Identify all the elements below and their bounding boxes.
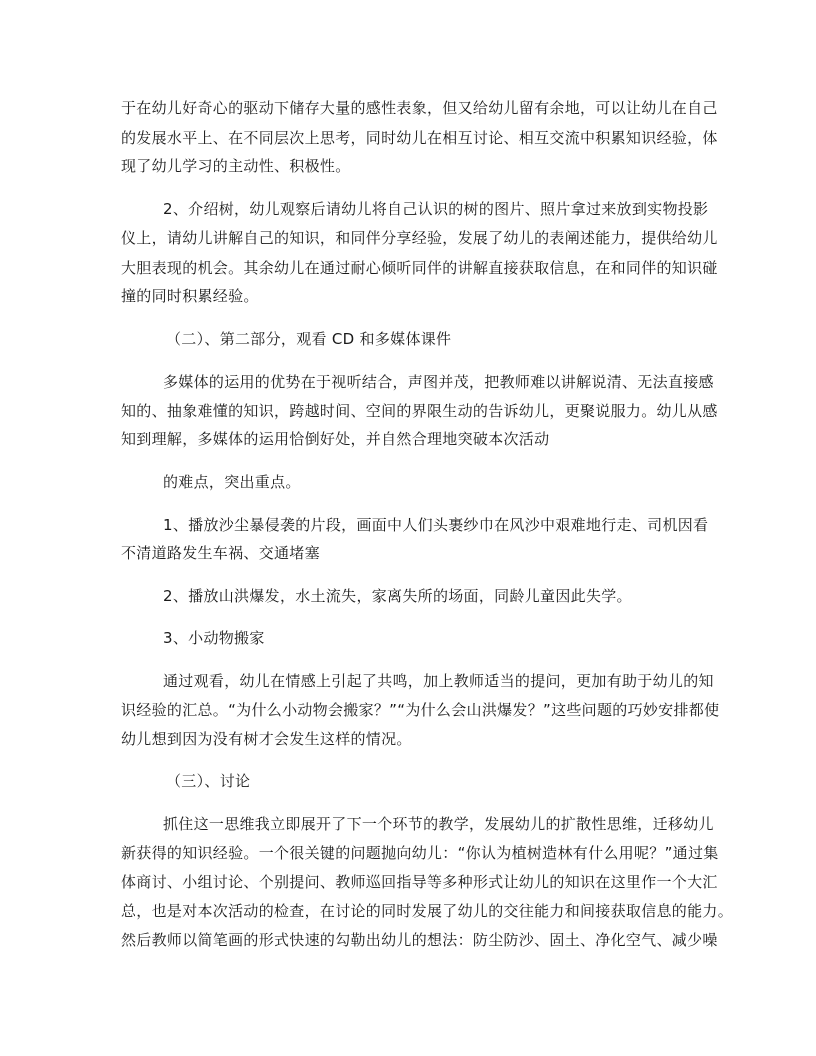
paragraph-line: 知的、抽象难懂的知识，跨越时间、空间的界限生动的告诉幼儿，更聚说服力。幼儿从感 — [121, 402, 718, 420]
paragraph-line: 总，也是对本次活动的检查，在讨论的同时发展了幼儿的交往能力和间接获取信息的能力。 — [121, 902, 734, 920]
paragraph-line: 然后教师以简笔画的形式快速的勾勒出幼儿的想法：防尘防沙、固土、净化空气、减少噪 — [121, 931, 718, 949]
paragraph-line: 幼儿想到因为没有树才会发生这样的情况。 — [121, 730, 412, 748]
paragraph-line: 抓住这一思维我立即展开了下一个环节的教学，发展幼儿的扩散性思维，迁移幼儿 — [163, 815, 714, 833]
paragraph-line: 的发展水平上、在不同层次上思考，同时幼儿在相互讨论、相互交流中积累知识经验，体 — [121, 129, 718, 147]
paragraph-line: 新获得的知识经验。一个很关键的问题抛向幼儿：“你认为植树造林有什么用呢？”通过集 — [121, 844, 719, 862]
paragraph-line: 知到理解，多媒体的运用恰倒好处，并自然合理地突破本次活动 — [121, 430, 550, 448]
paragraph-animals-moving: 3、小动物搬家 — [163, 629, 265, 647]
paragraph-difficulty: 的难点，突出重点。 — [163, 473, 301, 491]
paragraph-line: 大胆表现的机会。其余幼儿在通过耐心倾听同伴的讲解直接获取信息，在和同伴的知识碰 — [121, 259, 718, 277]
paragraph-line: 多媒体的运用的优势在于视听结合，声图并茂，把教师难以讲解说清、无法直接感 — [163, 373, 714, 391]
paragraph-line: 识经验的汇总。“为什么小动物会搬家？”“为什么会山洪爆发？”这些问题的巧妙安排都使 — [121, 701, 720, 719]
paragraph-flood: 2、播放山洪爆发，水土流失，家离失所的场面，同龄儿童因此失学。 — [163, 587, 632, 605]
paragraph-line: 通过观看，幼儿在情感上引起了共鸣，加上教师适当的提问，更加有助于幼儿的知 — [163, 672, 714, 690]
paragraph-line: 现了幼儿学习的主动性、积极性。 — [121, 157, 351, 175]
paragraph-line: 仪上，请幼儿讲解自己的知识，和同伴分享经验，发展了幼儿的表阐述能力，提供给幼儿 — [121, 229, 718, 247]
section-heading-part-three: （三）、讨论 — [166, 772, 251, 790]
paragraph-line: 2、介绍树，幼儿观察后请幼儿将自己认识的树的图片、照片拿过来放到实物投影 — [163, 200, 709, 218]
paragraph-line: 于在幼儿好奇心的驱动下储存大量的感性表象，但又给幼儿留有余地，可以让幼儿在自己 — [121, 99, 718, 117]
paragraph-line: 不清道路发生车祸、交通堵塞 — [121, 544, 320, 562]
paragraph-line: 1、播放沙尘暴侵袭的片段，画面中人们头裹纱巾在风沙中艰难地行走、司机因看 — [163, 516, 709, 534]
paragraph-line: 体商讨、小组讨论、个别提问、教师巡回指导等多种形式让幼儿的知识在这里作一个大汇 — [121, 873, 718, 891]
section-heading-part-two: （二）、第二部分，观看 CD 和多媒体课件 — [166, 330, 452, 348]
paragraph-line: 撞的同时积累经验。 — [121, 287, 259, 305]
